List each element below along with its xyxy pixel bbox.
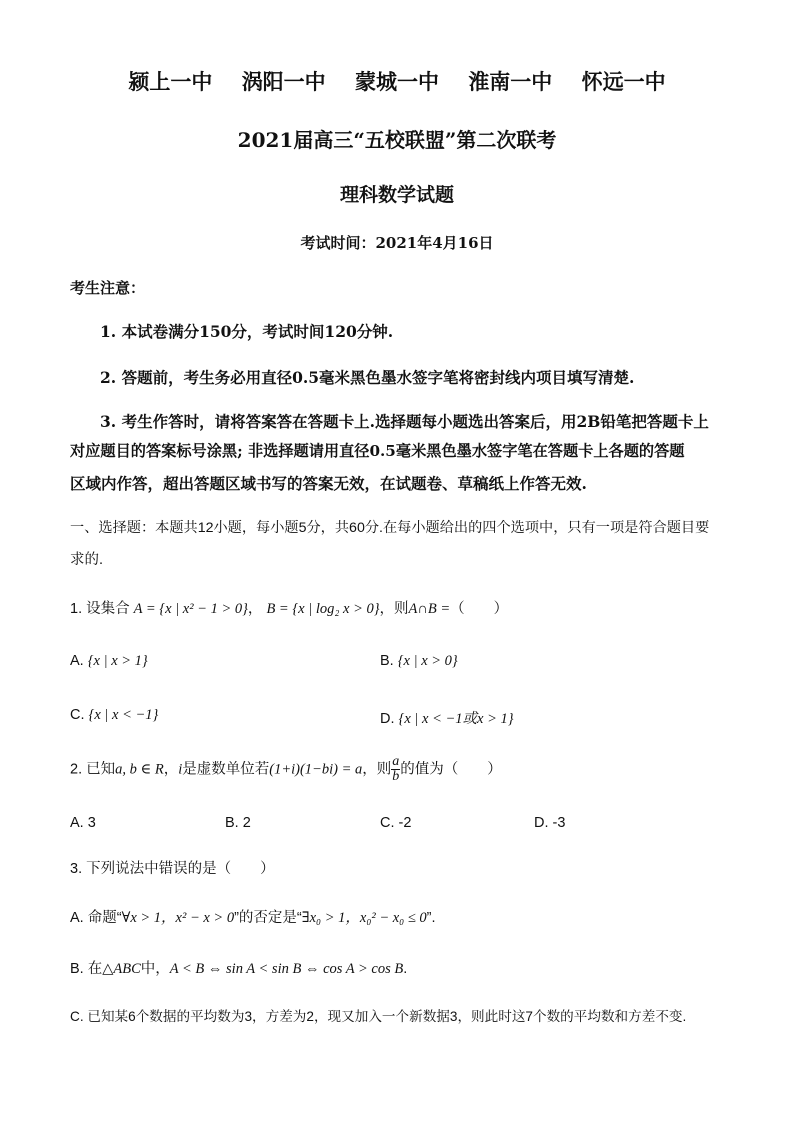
- option-triangle: △ABC: [102, 961, 141, 977]
- school-name: 蒙城一中: [355, 69, 439, 94]
- q2-fraction: [391, 755, 400, 784]
- option-text: {x | x < −1}: [88, 707, 159, 723]
- notice-item: 区域内作答，超出答题区域书写的答案无效，在试题卷、草稿纸上作答无效.: [70, 474, 587, 493]
- q1-paren: （ ）: [450, 601, 509, 617]
- option-negation: ∃x₀ > 1，x₀² − x₀ ≤ 0: [301, 910, 427, 926]
- notice-item: 2. 答题前，考生务必用直径0.5毫米黑色墨水签字笔将密封线内项目填写清楚.: [100, 368, 635, 387]
- exam-title: 2021届高三“五校联盟”第二次联考: [237, 128, 557, 152]
- option-label: C.: [380, 815, 395, 831]
- section-instructions-cont: 求的.: [70, 552, 104, 568]
- option-label: A.: [70, 653, 84, 669]
- q2-prefix: 2. 已知: [70, 761, 116, 778]
- fraction-denominator: b: [392, 769, 400, 784]
- school-name: 颍上一中: [128, 69, 213, 94]
- option-text: -2: [398, 815, 412, 831]
- option-text: ”的否定是“: [234, 910, 302, 926]
- option-label: B.: [380, 653, 394, 669]
- exam-time: 考试时间：2021年4月16日: [300, 234, 494, 252]
- option-prefix: B. 在: [70, 961, 103, 977]
- option-proposition: ∀x > 1，x² − x > 0: [121, 910, 235, 926]
- q2-cond1: a, b ∈ R: [115, 761, 164, 778]
- option-label: A.: [70, 815, 84, 831]
- option-expression: A < B ⇔ sin A < sin B ⇔ cos A > cos B: [169, 961, 404, 977]
- notice-item: 1. 本试卷满分150分，考试时间120分钟.: [100, 322, 394, 341]
- option-label: B.: [225, 815, 239, 831]
- q2-cond2: i: [178, 761, 183, 778]
- school-name: 怀远一中: [581, 69, 666, 94]
- q3-option-c: C. 已知某6个数据的平均数为3，方差为2，现又加入一个新数据3，则此时这7个数的平均数和方差不变.: [70, 1009, 687, 1024]
- q1-ask: ，则: [379, 601, 409, 617]
- q1-set-b: B = {x | log₂ x > 0}: [266, 601, 380, 617]
- question-3: 3. 下列说法中错误的是（ ）: [70, 861, 275, 877]
- q2-text-then: ，则: [362, 761, 392, 778]
- q2-option-a: [70, 815, 96, 831]
- school-name: 涡阳一中: [241, 69, 326, 94]
- q1-option-a: [70, 653, 148, 670]
- q1-prefix: 1. 设集合: [70, 601, 130, 617]
- option-label: D.: [534, 815, 549, 831]
- q2-cond3: (1+i)(1−bi) = a: [269, 761, 363, 778]
- q3-option-b: [70, 957, 407, 978]
- q2-option-c: [380, 815, 411, 831]
- option-text: {x | x > 1}: [87, 653, 148, 669]
- option-prefix: A. 命题“: [70, 910, 122, 926]
- q2-text: 是虚数单位若: [182, 761, 270, 778]
- option-text: 2: [242, 815, 251, 831]
- q2-option-d: [534, 815, 565, 831]
- option-end: .: [403, 961, 408, 977]
- school-list: [0, 66, 794, 96]
- q2-separator: ，: [163, 761, 179, 778]
- option-text: {x | x > 0}: [397, 653, 458, 669]
- option-text: 中，: [140, 961, 170, 977]
- option-text: {x | x < −1或x > 1}: [398, 711, 514, 727]
- subject-title: 理科数学试题: [339, 184, 454, 206]
- q2-option-b: [225, 815, 251, 831]
- q3-option-a: [70, 906, 436, 927]
- notice-heading: 考生注意：: [70, 279, 146, 297]
- fraction-numerator: a: [392, 754, 400, 769]
- q1-expr: A∩B =: [408, 601, 451, 617]
- option-text: 3: [87, 815, 96, 831]
- q1-option-b: [380, 653, 458, 670]
- q1-set-a: A = {x | x² − 1 > 0}: [133, 601, 248, 617]
- q1-option-c: [70, 707, 158, 724]
- q1-option-d: [380, 707, 514, 728]
- q2-tail: 的值为（ ）: [400, 761, 502, 778]
- school-name: 淮南一中: [468, 69, 553, 94]
- section-instructions: 一、选择题：本题共12小题，每小题5分，共60分.在每小题给出的四个选项中，只有一项是符合题目要: [70, 520, 710, 536]
- question-1: 1. 设集合 A = {x | x² − 1 > 0}， B = {x | log₂ x > 0}，则A∩B =（ ）: [70, 601, 509, 617]
- option-label: D.: [380, 711, 395, 727]
- notice-item: 3. 考生作答时，请将答案答在答题卡上.选择题每小题选出答案后，用2B铅笔把答题卡上: [100, 412, 709, 431]
- option-text: -3: [552, 815, 566, 831]
- option-label: C.: [70, 707, 85, 723]
- option-end: ”.: [426, 910, 436, 926]
- question-2: [70, 755, 502, 784]
- notice-item: 对应题目的答案标号涂黑; 非选择题请用直径0.5毫米黑色墨水签字笔在答题卡上各题的答题: [70, 442, 685, 460]
